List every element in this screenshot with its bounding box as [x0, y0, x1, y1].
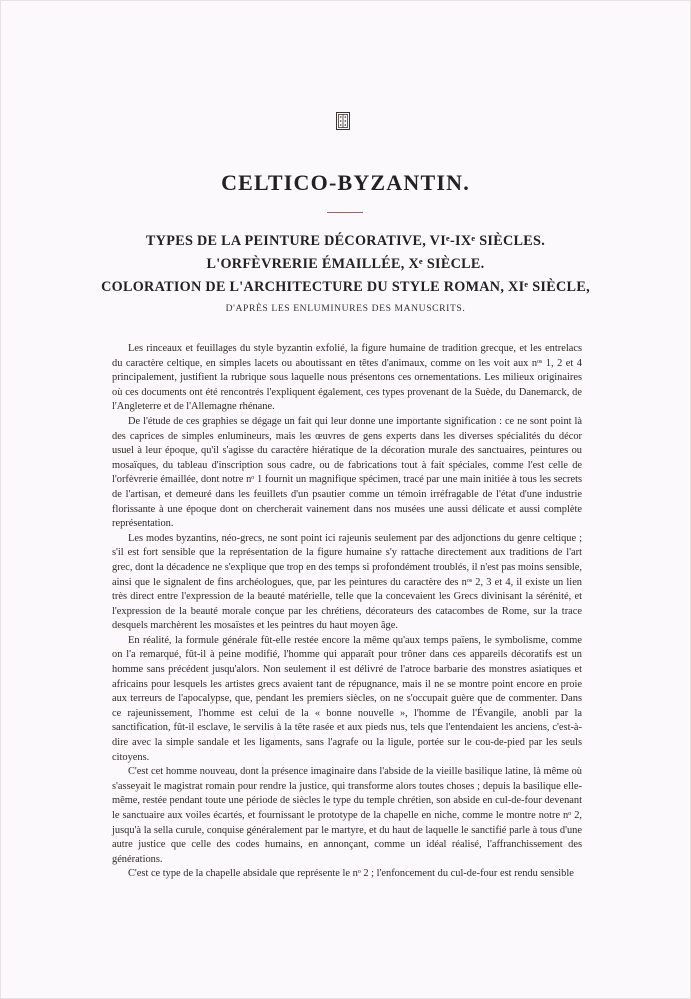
- subtitle-line-1: TYPES DE LA PEINTURE DÉCORATIVE, VIᵉ-IXᵉ SIÈCLES.: [145, 233, 546, 249]
- paragraph-6: C'est ce type de la chapelle absidale que représente le nᵒ 2 ; l'enfoncement du cul-de-four est rendu sensible: [128, 868, 574, 880]
- paragraph-4: En réalité, la formule générale fût-elle restée encore la même qu'aux temps païens, le symbolisme, comme on l'a remarqué, fût-il à peine modifié, l'homme qui apparaît pour trôner dans ces appareils décoratifs est un homme sans précédent jusqu'alors. Non seulement il est délivré de l'atroce barbarie des monstres asiatiques et africains pour lesquels les artistes grecs avaient tant de répugnance, mais il ne se montre point encore en proie aux terreurs de l'apocalypse, que, pendant les premiers siècles, on ne s'occupait guère que de commenter. Dans ce rajeunissement, l'homme est celui de la « bonne nouvelle », l'homme de l'Évangile, anobli par la sanctification, fût-il esclave, le servilis à la tête rasée et aux pieds nus, tels que l'entendaient les anciens, c'est-à-dire avec la simple sandale et les ligaments, sans l'agrafe ou la ligule, portée sur le cou-de-pied par les seuls citoyens.: [112, 634, 582, 763]
- paragraph-5: C'est cet homme nouveau, dont la présence imaginaire dans l'abside de la vieille basilique latine, là même où s'asseyait le magistrat romain pour rendre la justice, qui transforme alors toutes choses ; depuis la basilique elle-même, restée pendant toute une période de siècles le type du temple chrétien, son abside en cul-de-four devenant le sanctuaire aux voiles écartés, et fournissant le prototype de la chapelle en niche, comme le montre notre nᵒ 2, jusqu'à la sella curule, conquise généralement par le martyre, et du haut de laquelle le sanctifié parle à tous d'une autre justice que celle des codes humains, en annonçant, comme un idéal réalisé, l'affranchissement des générations.: [112, 766, 582, 865]
- paragraph-2: De l'étude de ces graphies se dégage un fait qui leur donne une importante signification : ce ne sont point là des caprices de simples enlumineurs, mais les œuvres de gens experts dans les diverses spécialités du décor usuel à leur époque, qu'il s'agisse du caractère hiératique de la décoration murale des sanctuaires, peintures ou mosaïques, du tableau d'inscription sous cadre, ou de fabrications tout à fait spéciales, comme l'est celle de l'orfèvrerie émaillée, dont notre nᵒ 1 fournit un magnifique spécimen, tracé par une main initiée à tous les secrets de l'artisan, et demeuré dans les feuillets d'un psautier comme un témoin irréfragable de l'état d'une industrie florissante à une époque dont on chercherait vainement dans nos musées une aussi délicate et aussi complète représentation.: [112, 415, 582, 530]
- subtitle-line-2: L'ORFÈVRERIE ÉMAILLÉE, Xᵉ SIÈCLE.: [206, 256, 485, 272]
- byline: D'APRÈS LES ENLUMINURES DES MANUSCRITS.: [225, 303, 466, 314]
- page-title: CELTICO-BYZANTIN.: [221, 170, 470, 195]
- title-divider: [327, 212, 363, 213]
- paragraph-3: Les modes byzantins, néo-grecs, ne sont point ici rajeunis seulement par des adjonctions du genre celtique ; s'il est fort sensible que la représentation de la figure humaine s'y rattache directement aux traditions de l'art grec, dont la décadence ne s'explique que trop en des temps si profondément troublés, il n'est pas moins sensible, ainsi que le signalent de fins archéologues, que, par les peintures du caractère des nᵒˢ 2, 3 et 4, il existe un lien très direct entre l'expression de la beauté matérielle, telle que la concevaient les Grecs divinisant la sérénité, et l'expression de la beauté morale conçue par les chrétiens, décorateurs des catacombes de Rome, sur la trace desquels marchèrent les mosaïstes et les peintres du haut moyen âge.: [112, 532, 582, 632]
- body-text: [112, 342, 582, 882]
- ornament-icon: [336, 112, 350, 130]
- subtitle-line-3: COLORATION DE L'ARCHITECTURE DU STYLE ROMAN, XIᵉ SIÈCLE,: [101, 279, 590, 295]
- paragraph-1: Les rinceaux et feuillages du style byzantin exfolié, la figure humaine de tradition grecque, et les entrelacs du caractère celtique, en simples lacets ou aboutissant en têtes d'animaux, comme on les voit aux nᵒˢ 1, 2 et 4 principalement, justifient la rubrique sous laquelle nous présentons ces ornementations. Les milieux originaires où ces documents ont été rencontrés l'expliquent également, ces types provenant de la Suède, du Danemarck, de l'Angleterre et de l'Allemagne rhénane.: [112, 343, 582, 413]
